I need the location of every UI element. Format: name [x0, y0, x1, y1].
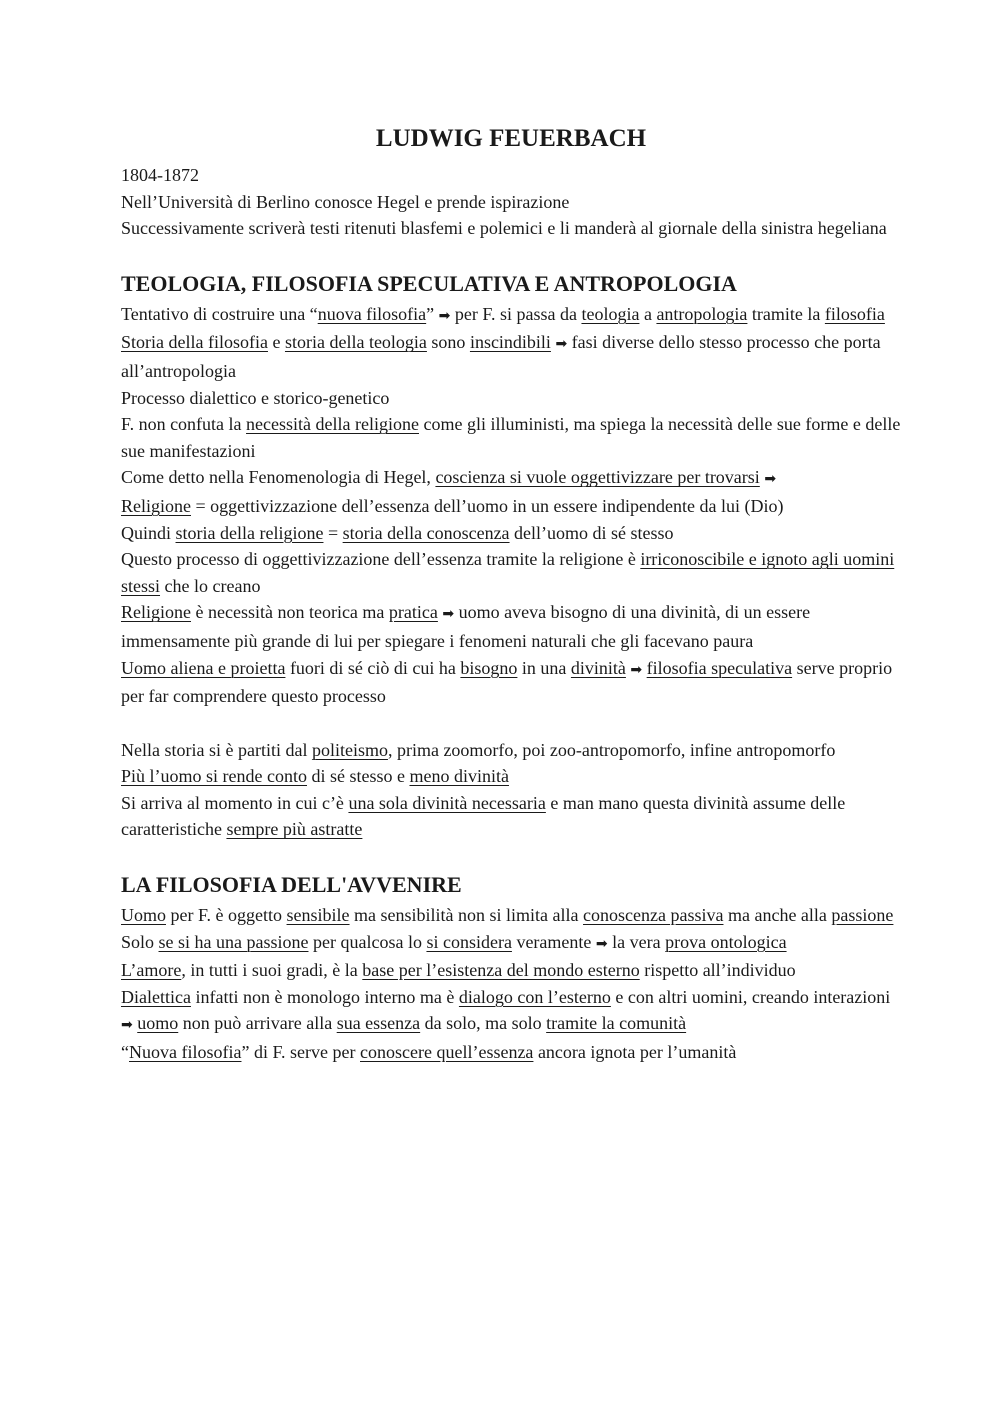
text-run: di sé stesso e	[306, 766, 410, 787]
underlined-term: storia della teologia	[284, 332, 427, 353]
underlined-term: se si ha una passione	[158, 931, 309, 952]
intro-block	[121, 162, 901, 242]
underlined-term: si considera	[426, 931, 512, 952]
underlined-term: divinità	[570, 657, 626, 678]
underlined-term: L’amore	[121, 960, 182, 981]
section-body-teologia	[121, 301, 901, 710]
underlined-term: filosofia	[824, 303, 885, 324]
text-run: che lo creano	[160, 575, 261, 596]
right-arrow-icon: ➡	[555, 336, 568, 353]
underlined-term: passione	[831, 905, 894, 926]
text-run: come gli illuministi, ma spiega la necessità delle sue forme e delle sue manifestazioni	[121, 414, 901, 461]
underlined-term: sensibile	[286, 905, 350, 926]
text-run: 1804-1872	[121, 165, 199, 185]
text-run: non può arrivare alla	[178, 1013, 337, 1034]
text-run: ma anche alla	[723, 905, 832, 926]
underlined-term: uomo	[137, 1013, 179, 1034]
paragraph	[121, 385, 901, 412]
underlined-term: tramite la comunità	[546, 1013, 687, 1034]
underlined-term: Più l’uomo si rende conto	[121, 766, 307, 787]
text-run: tramite la	[747, 303, 825, 324]
underlined-term: dialogo con l’esterno	[458, 986, 611, 1007]
text-run: da solo, ma solo	[420, 1013, 547, 1034]
right-arrow-icon: ➡	[764, 471, 777, 488]
text-run: Quindi	[121, 522, 176, 543]
underlined-term: Storia della filosofia	[121, 332, 268, 353]
text-run: , prima zoomorfo, poi zoo-antropomorfo, infine antropomorfo	[387, 739, 836, 760]
paragraph	[121, 464, 901, 493]
underlined-term: bisogno	[460, 657, 518, 678]
text-run: uomo aveva bisogno di una divinità, di un essere immensamente più grande di lui per spiegare i fenomeni naturali che gli facevano paura	[121, 602, 811, 651]
text-run: F. non confuta la	[121, 414, 247, 435]
text-run: e	[267, 332, 285, 353]
text-run: e con altri uomini, creando interazioni	[610, 986, 891, 1007]
document-content	[121, 122, 901, 1066]
text-run: sono	[426, 332, 470, 353]
right-arrow-icon: ➡	[438, 307, 451, 324]
text-run: veramente	[511, 931, 596, 952]
underlined-term: antropologia	[656, 303, 748, 324]
underlined-term: Religione	[121, 495, 191, 516]
text-run: Nell’Università di Berlino conosce Hegel e prende ispirazione	[121, 191, 570, 212]
underlined-term: inscindibili	[469, 332, 551, 353]
underlined-term: irriconoscibile e ignoto agli uomini stessi	[121, 549, 895, 596]
text-run: ”	[426, 303, 439, 324]
text-run: per F. è oggetto	[166, 905, 287, 926]
text-run: serve proprio per far comprendere questo processo	[121, 657, 893, 707]
page-title: LUDWIG FEUERBACH	[375, 125, 647, 152]
underlined-term: base per l’esistenza del mondo esterno	[362, 960, 640, 981]
text-run: per F. si passa da	[450, 303, 582, 324]
paragraph	[121, 520, 901, 547]
text-run: rispetto all’individuo	[639, 960, 796, 981]
paragraph	[121, 162, 901, 189]
right-arrow-icon: ➡	[595, 935, 608, 952]
text-run: è necessità non teorica ma	[191, 602, 389, 623]
paragraph	[121, 902, 901, 929]
text-run: = oggettivizzazione dell’essenza dell’uomo in un essere indipendente da lui (Dio)	[191, 495, 784, 516]
paragraph	[121, 215, 901, 242]
paragraph	[121, 493, 901, 520]
underlined-term: Uomo	[121, 905, 166, 926]
underlined-term: sempre più astratte	[226, 819, 363, 840]
paragraph	[121, 411, 901, 464]
text-run: Si arriva al momento in cui c’è	[121, 792, 349, 813]
text-run: e man mano questa divinità assume delle caratteristiche	[121, 792, 846, 840]
paragraph	[121, 655, 901, 710]
underlined-term: necessità della religione	[246, 414, 419, 435]
paragraph	[121, 737, 901, 764]
underlined-term: una sola divinità necessaria	[348, 792, 546, 813]
underlined-term: conoscenza passiva	[583, 905, 724, 926]
text-run: “	[121, 1042, 129, 1063]
paragraph	[121, 929, 901, 958]
paragraph	[121, 984, 901, 1039]
underlined-term: filosofia speculativa	[646, 657, 793, 678]
underlined-term: meno divinità	[409, 766, 509, 787]
text-run: a	[639, 303, 657, 324]
underlined-term: storia della conoscenza	[342, 522, 510, 543]
underlined-term: Dialettica	[121, 986, 191, 1007]
text-run: la vera	[607, 931, 666, 952]
underlined-term: teologia	[581, 303, 640, 324]
text-run: dell’uomo di sé stesso	[509, 522, 674, 543]
text-run: Processo dialettico e storico-genetico	[121, 387, 390, 408]
text-run: ancora ignota per l’umanità	[533, 1042, 737, 1063]
paragraph	[121, 599, 901, 654]
paragraph	[121, 546, 901, 599]
underlined-term: conoscere quell’essenza	[360, 1042, 534, 1063]
paragraph	[121, 189, 901, 216]
underlined-term: nuova filosofia	[317, 303, 427, 324]
right-arrow-icon: ➡	[121, 1017, 133, 1034]
underlined-term: sua essenza	[336, 1013, 421, 1034]
underlined-term: politeismo	[311, 739, 388, 760]
section-heading-avvenire: LA FILOSOFIA DELL'AVVENIRE	[121, 872, 462, 898]
paragraph	[121, 790, 901, 843]
text-run: ma sensibilità non si limita alla	[349, 905, 584, 926]
text-run: in una	[517, 657, 571, 678]
text-run: =	[323, 522, 343, 543]
underlined-term: Religione	[121, 602, 191, 623]
text-run: Questo processo di oggettivizzazione dell’essenza tramite la religione è	[121, 549, 641, 570]
right-arrow-icon: ➡	[630, 661, 643, 678]
underlined-term: prova ontologica	[665, 931, 787, 952]
text-run: fasi diverse dello stesso processo che porta all’antropologia	[121, 332, 881, 381]
text-run: fuori di sé ciò di cui ha	[285, 657, 461, 678]
text-run: Solo	[121, 931, 159, 952]
underlined-term: coscienza si vuole oggettivizzare per trovarsi	[435, 467, 760, 488]
paragraph	[121, 763, 901, 790]
section-body-avvenire	[121, 902, 901, 1066]
text-run: Come detto nella Fenomenologia di Hegel,	[121, 467, 436, 488]
text-run: Nella storia si è partiti dal	[121, 739, 312, 760]
underlined-term: pratica	[388, 602, 438, 623]
section-heading-teologia: TEOLOGIA, FILOSOFIA SPECULATIVA E ANTROPOLOGIA	[121, 270, 737, 296]
text-run: Successivamente scriverà testi ritenuti blasfemi e polemici e li manderà al giornale della sinistra hegeliana	[121, 218, 887, 239]
underlined-term: Nuova filosofia	[129, 1042, 242, 1063]
paragraph	[121, 329, 901, 384]
paragraph	[121, 301, 901, 330]
text-run: infatti non è monologo interno ma è	[190, 986, 459, 1007]
text-run: per qualcosa lo	[308, 931, 427, 952]
underlined-term: storia della religione	[175, 522, 324, 543]
text-run: Tentativo di costruire una “	[121, 303, 318, 324]
paragraph	[121, 957, 901, 984]
right-arrow-icon: ➡	[442, 606, 455, 623]
text-run: , in tutti i suoi gradi, è la	[181, 960, 363, 981]
underlined-term: Uomo aliena e proietta	[121, 657, 286, 678]
paragraph	[121, 1039, 901, 1066]
text-run: ” di F. serve per	[241, 1042, 361, 1063]
section-body-storia	[121, 737, 901, 843]
